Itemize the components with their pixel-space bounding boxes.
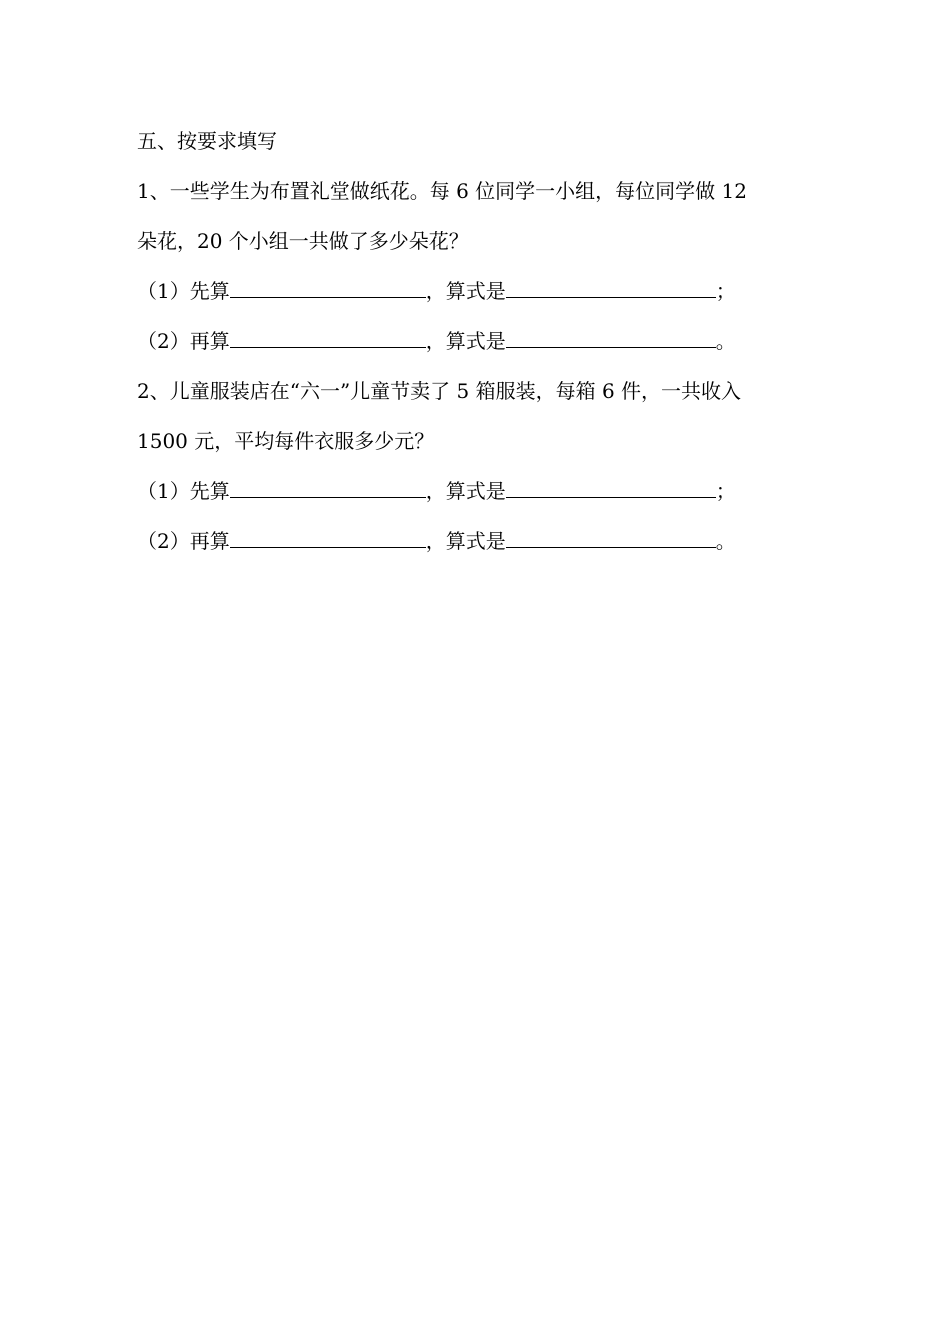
problem-1-text-line-2: 朵花，20 个小组一共做了多少朵花？ [137, 229, 469, 253]
step-middle: ，算式是 [425, 279, 506, 303]
problem-2-step-2 [137, 528, 736, 554]
step-prefix: （1）先算 [137, 479, 230, 503]
step-middle: ，算式是 [425, 479, 506, 503]
step-prefix: （2）再算 [137, 529, 230, 553]
problem-2-step-1 [137, 478, 736, 504]
step-prefix: （1）先算 [137, 279, 230, 303]
problem-1-step-1 [137, 278, 736, 304]
step-middle: ，算式是 [425, 529, 506, 553]
answer-blank-formula[interactable] [506, 479, 716, 498]
answer-blank-formula[interactable] [506, 279, 716, 298]
step-end: ； [715, 479, 736, 503]
step-end: 。 [715, 329, 736, 353]
step-end: 。 [715, 529, 736, 553]
answer-blank-what[interactable] [230, 329, 426, 348]
problem-2-text-line-2: 1500 元，平均每件衣服多少元？ [137, 429, 435, 453]
step-middle: ，算式是 [425, 329, 506, 353]
answer-blank-what[interactable] [230, 479, 426, 498]
step-prefix: （2）再算 [137, 329, 230, 353]
section-title: 五、按要求填写 [137, 129, 277, 153]
problem-1-step-2 [137, 328, 736, 354]
answer-blank-formula[interactable] [506, 329, 716, 348]
step-end: ； [715, 279, 736, 303]
answer-blank-what[interactable] [230, 279, 426, 298]
problem-1-text-line-1: 1、一些学生为布置礼堂做纸花。每 6 位同学一小组，每位同学做 12 [137, 179, 747, 203]
answer-blank-what[interactable] [230, 529, 426, 548]
problem-2-text-line-1: 2、儿童服装店在“六一”儿童节卖了 5 箱服装，每箱 6 件，一共收入 [137, 379, 742, 403]
answer-blank-formula[interactable] [506, 529, 716, 548]
